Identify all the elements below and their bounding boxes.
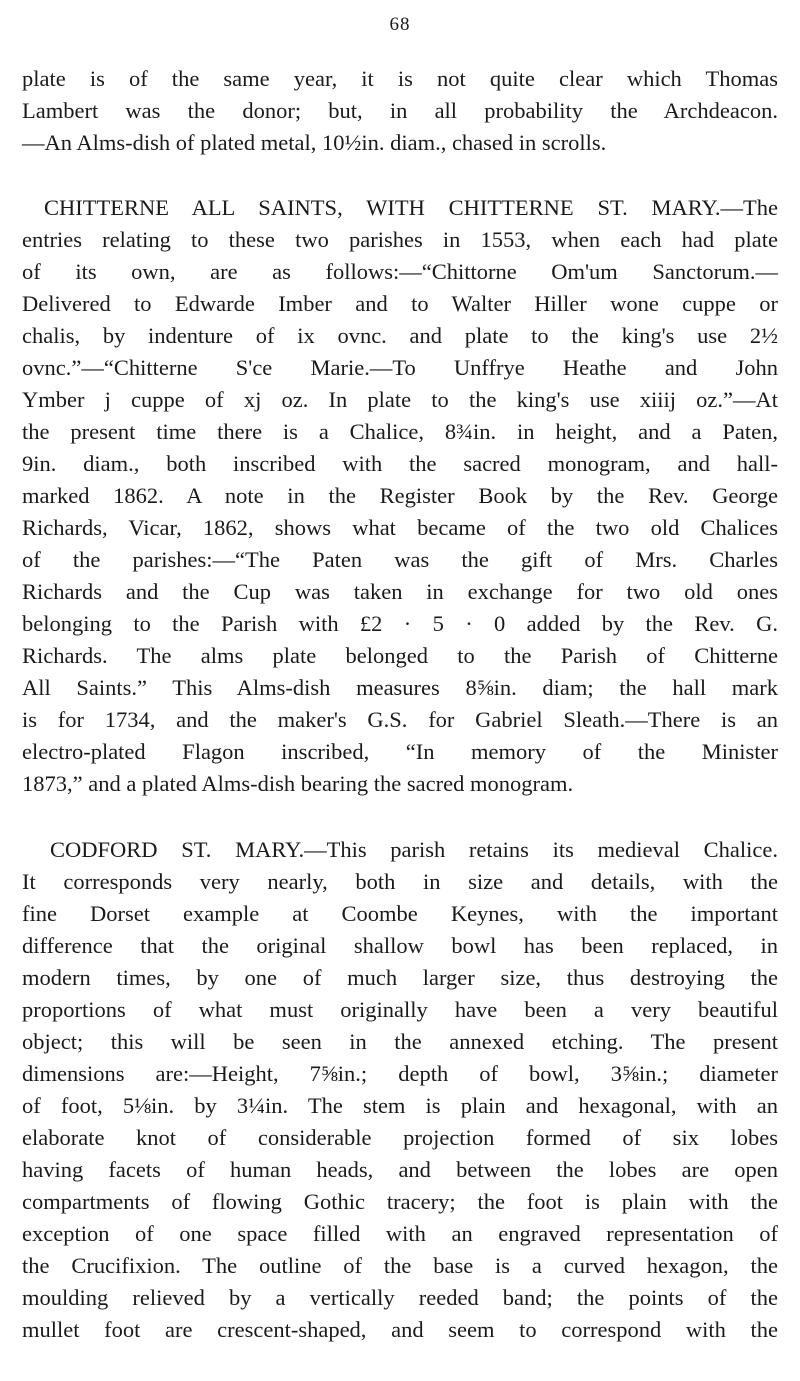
text-line: Richards and the Cup was taken in exchange for two old ones xyxy=(22,579,778,604)
text-line: the present time there is a Chalice, 8¾in. in height, and a Paten, xyxy=(22,419,778,444)
text-line: of foot, 5⅛in. by 3¼in. The stem is plain and hexagonal, with an xyxy=(22,1093,778,1118)
text-line: dimensions are:—Height, 7⅝in.; depth of bowl, 3⅝in.; diameter xyxy=(22,1061,778,1086)
text-line: 1873,” and a plated Alms-dish bearing the sacred monogram. xyxy=(22,771,574,796)
text-line: marked 1862. A note in the Register Book by the Rev. George xyxy=(22,483,778,508)
text-line: plate is of the same year, it is not quite clear which Thomas xyxy=(22,66,778,91)
text-line: moulding relieved by a vertically reeded band; the points of the xyxy=(22,1285,778,1310)
text-line: 9in. diam., both inscribed with the sacred monogram, and hall- xyxy=(22,451,778,476)
text-line: fine Dorset example at Coombe Keynes, with the important xyxy=(22,901,778,926)
text-line: electro-plated Flagon inscribed, “In memory of the Minister xyxy=(22,739,778,764)
text-line: difference that the original shallow bowl has been replaced, in xyxy=(22,933,778,958)
text-line: compartments of flowing Gothic tracery; the foot is plain with the xyxy=(22,1189,778,1214)
text-line: elaborate knot of considerable projection formed of six lobes xyxy=(22,1125,778,1150)
text-line: mullet foot are crescent-shaped, and seem to correspond with the xyxy=(22,1317,778,1342)
text-line: belonging to the Parish with £2 · 5 · 0 added by the Rev. G. xyxy=(22,611,778,636)
text-line: Lambert was the donor; but, in all probability the Archdeacon. xyxy=(22,98,778,123)
text-line: object; this will be seen in the annexed etching. The present xyxy=(22,1029,778,1054)
text-line: of the parishes:—“The Paten was the gift of Mrs. Charles xyxy=(22,547,778,572)
text-line: the Crucifixion. The outline of the base is a curved hexagon, the xyxy=(22,1253,778,1278)
text-line: entries relating to these two parishes in 1553, when each had plate xyxy=(22,227,778,252)
text-line: CHITTERNE ALL SAINTS, WITH CHITTERNE ST. MARY.—The xyxy=(44,195,778,220)
text-line: having facets of human heads, and between the lobes are open xyxy=(22,1157,778,1182)
text-line: Ymber j cuppe of xj oz. In plate to the king's use xiiij oz.”—At xyxy=(22,387,778,412)
text-line: exception of one space filled with an engraved representation of xyxy=(22,1221,778,1246)
text-line: Richards. The alms plate belonged to the Parish of Chitterne xyxy=(22,643,778,668)
text-line: chalis, by indenture of ix ovnc. and plate to the king's use 2½ xyxy=(22,323,778,348)
text-line: Richards, Vicar, 1862, shows what became of the two old Chalices xyxy=(22,515,778,540)
text-line: CODFORD ST. MARY.—This parish retains its medieval Chalice. xyxy=(50,837,778,862)
text-line: ovnc.”—“Chitterne S'ce Marie.—To Unffrye Heathe and John xyxy=(22,355,778,380)
text-line: proportions of what must originally have been a very beautiful xyxy=(22,997,778,1022)
text-line: Delivered to Edwarde Imber and to Walter Hiller wone cuppe or xyxy=(22,291,778,316)
text-line: modern times, by one of much larger size, thus destroying the xyxy=(22,965,778,990)
page-number: 68 xyxy=(389,14,411,35)
text-line: It corresponds very nearly, both in size and details, with the xyxy=(22,869,778,894)
text-line: —An Alms-dish of plated metal, 10½in. diam., chased in scrolls. xyxy=(22,130,607,155)
text-line: of its own, are as follows:—“Chittorne Om'um Sanctorum.— xyxy=(22,259,778,284)
text-line: All Saints.” This Alms-dish measures 8⅝in. diam; the hall mark xyxy=(22,675,778,700)
text-line: is for 1734, and the maker's G.S. for Gabriel Sleath.—There is an xyxy=(22,707,778,732)
